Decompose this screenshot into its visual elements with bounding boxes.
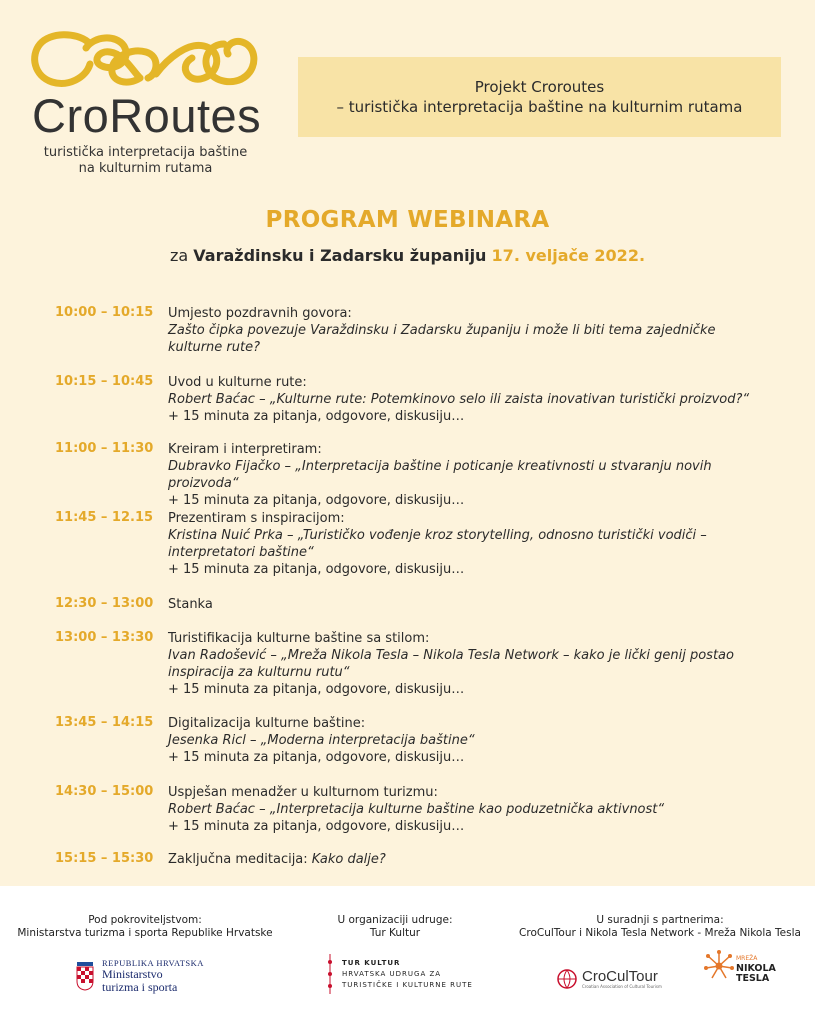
session-description: Ivan Radošević – „Mreža Nikola Tesla – Nikola Tesla Network – kako je lički genij postao inspiracija za kulturnu rutu“	[168, 648, 734, 680]
session-description: Zašto čipka povezuje Varaždinsku i Zadarsku županiju i može li biti tema zajedničke kulturne rute?	[168, 323, 716, 355]
session-time: 11:00 – 11:30	[55, 441, 154, 456]
croroutes-logo	[28, 30, 268, 176]
session-time: 10:15 – 10:45	[55, 374, 154, 389]
tur-kultur-route-icon	[326, 952, 336, 996]
croculture-globe-icon	[556, 968, 578, 990]
ministry-country: REPUBLIKA HRVATSKA	[102, 958, 204, 968]
logo-wordmark: CroRoutes	[32, 89, 262, 142]
croculture-logo	[556, 968, 662, 990]
croroutes-knot-icon	[28, 30, 268, 92]
tesla-nikola: NIKOLA	[736, 963, 776, 974]
nikola-tesla-logo	[704, 946, 776, 984]
footer-partners	[510, 914, 810, 940]
session-title: Zaključna meditacija:	[168, 852, 308, 867]
session-time: 11:45 – 12.15	[55, 510, 154, 525]
session-qa: + 15 minuta za pitanja, odgovore, diskusiju…	[168, 750, 465, 765]
tesla-mreza: MREŽA	[736, 955, 758, 962]
session-time: 14:30 – 15:00	[55, 784, 154, 799]
program-subtitle	[0, 246, 815, 265]
tur-kultur-name: TUR KULTUR	[342, 958, 401, 967]
tur-kultur-desc-l1: HRVATSKA UDRUGA ZA	[342, 969, 442, 978]
logo-tagline-line2: na kulturnim rutama	[78, 161, 213, 176]
organizer-label: U organizaciji udruge:	[337, 914, 453, 926]
project-line1: Projekt Croroutes	[474, 78, 605, 96]
session-time: 12:30 – 13:00	[55, 596, 154, 611]
session-title: Prezentiram s inspiracijom:	[168, 511, 345, 526]
footer-organizer	[320, 914, 470, 940]
program-title: PROGRAM WEBINARA	[265, 207, 550, 233]
tesla-network-icon	[704, 948, 734, 982]
session-title: Turistifikacija kulturne baštine sa stilom:	[168, 631, 430, 646]
subtitle-prefix: za	[169, 246, 194, 265]
logo-tagline-line1: turistička interpretacija baštine	[43, 145, 248, 160]
session-title: Uvod u kulturne rute:	[168, 375, 307, 390]
partners-label: U suradnji s partnerima:	[596, 914, 724, 926]
tur-kultur-logo	[326, 952, 473, 996]
project-line2: – turistička interpretacija baštine na kulturnim rutama	[336, 98, 743, 116]
session-qa: + 15 minuta za pitanja, odgovore, diskusiju…	[168, 409, 465, 424]
session-title: Uspješan menadžer u kulturnom turizmu:	[168, 785, 438, 800]
croculture-subtitle: Croatian Association of Cultural Tourism	[582, 984, 662, 989]
session-time: 15:15 – 15:30	[55, 851, 154, 866]
session-description: Kako dalje?	[311, 852, 386, 867]
organizer-name: Tur Kultur	[369, 927, 421, 939]
session-description: Dubravko Fijačko – „Interpretacija baštine i poticanje kreativnosti u stvaranju novih proizvoda“	[168, 459, 712, 491]
croatian-coat-of-arms-icon	[76, 961, 94, 991]
subtitle-counties: Varaždinsku i Zadarsku županiju	[193, 246, 487, 265]
patron-label: Pod pokroviteljstvom:	[88, 914, 202, 926]
session-title: Digitalizacija kulturne baštine:	[168, 716, 366, 731]
project-banner	[298, 57, 781, 137]
session-description: Jesenka Ricl – „Moderna interpretacija baštine“	[168, 733, 475, 748]
session-qa: + 15 minuta za pitanja, odgovore, diskusiju…	[168, 562, 465, 577]
session-time: 13:45 – 14:15	[55, 715, 154, 730]
patron-name: Ministarstva turizma i sporta Republike Hrvatske	[17, 927, 273, 939]
croculture-name: CroCulTour	[582, 968, 658, 985]
tur-kultur-desc-l2: TURISTIČKE I KULTURNE RUTE	[342, 980, 473, 989]
subtitle-date: 17. veljače 2022.	[491, 246, 646, 265]
session-qa: + 15 minuta za pitanja, odgovore, diskusiju…	[168, 682, 465, 697]
session-title: Stanka	[168, 597, 213, 612]
session-title: Kreiram i interpretiram:	[168, 442, 322, 457]
session-description: Kristina Nuić Prka – „Turističko vođenje kroz storytelling, odnosno turistički vodiči – interpretatori baštine“	[168, 528, 707, 560]
session-description: Robert Baćac – „Kulturne rute: Potemkinovo selo ili zaista inovativan turistički proizvod?“	[168, 392, 750, 407]
session-time: 13:00 – 13:30	[55, 630, 154, 645]
logo-tagline	[28, 145, 263, 177]
tesla-tesla: TESLA	[736, 973, 770, 984]
session-qa: + 15 minuta za pitanja, odgovore, diskusiju…	[168, 819, 465, 834]
session-title: Umjesto pozdravnih govora:	[168, 306, 352, 321]
footer-patron	[10, 914, 280, 940]
ministry-logo	[76, 958, 204, 994]
footer	[0, 886, 815, 1024]
ministry-name-l2: turizma i sporta	[102, 980, 178, 994]
session-description: Robert Baćac – „Interpretacija kulturne baštine kao poduzetnička aktivnost“	[168, 802, 665, 817]
session-time: 10:00 – 10:15	[55, 305, 154, 320]
partners-names: CroCulTour i Nikola Tesla Network - Mreža Nikola Tesla	[519, 927, 801, 939]
ministry-name-l1: Ministarstvo	[102, 967, 163, 981]
session-qa: + 15 minuta za pitanja, odgovore, diskusiju…	[168, 493, 465, 508]
